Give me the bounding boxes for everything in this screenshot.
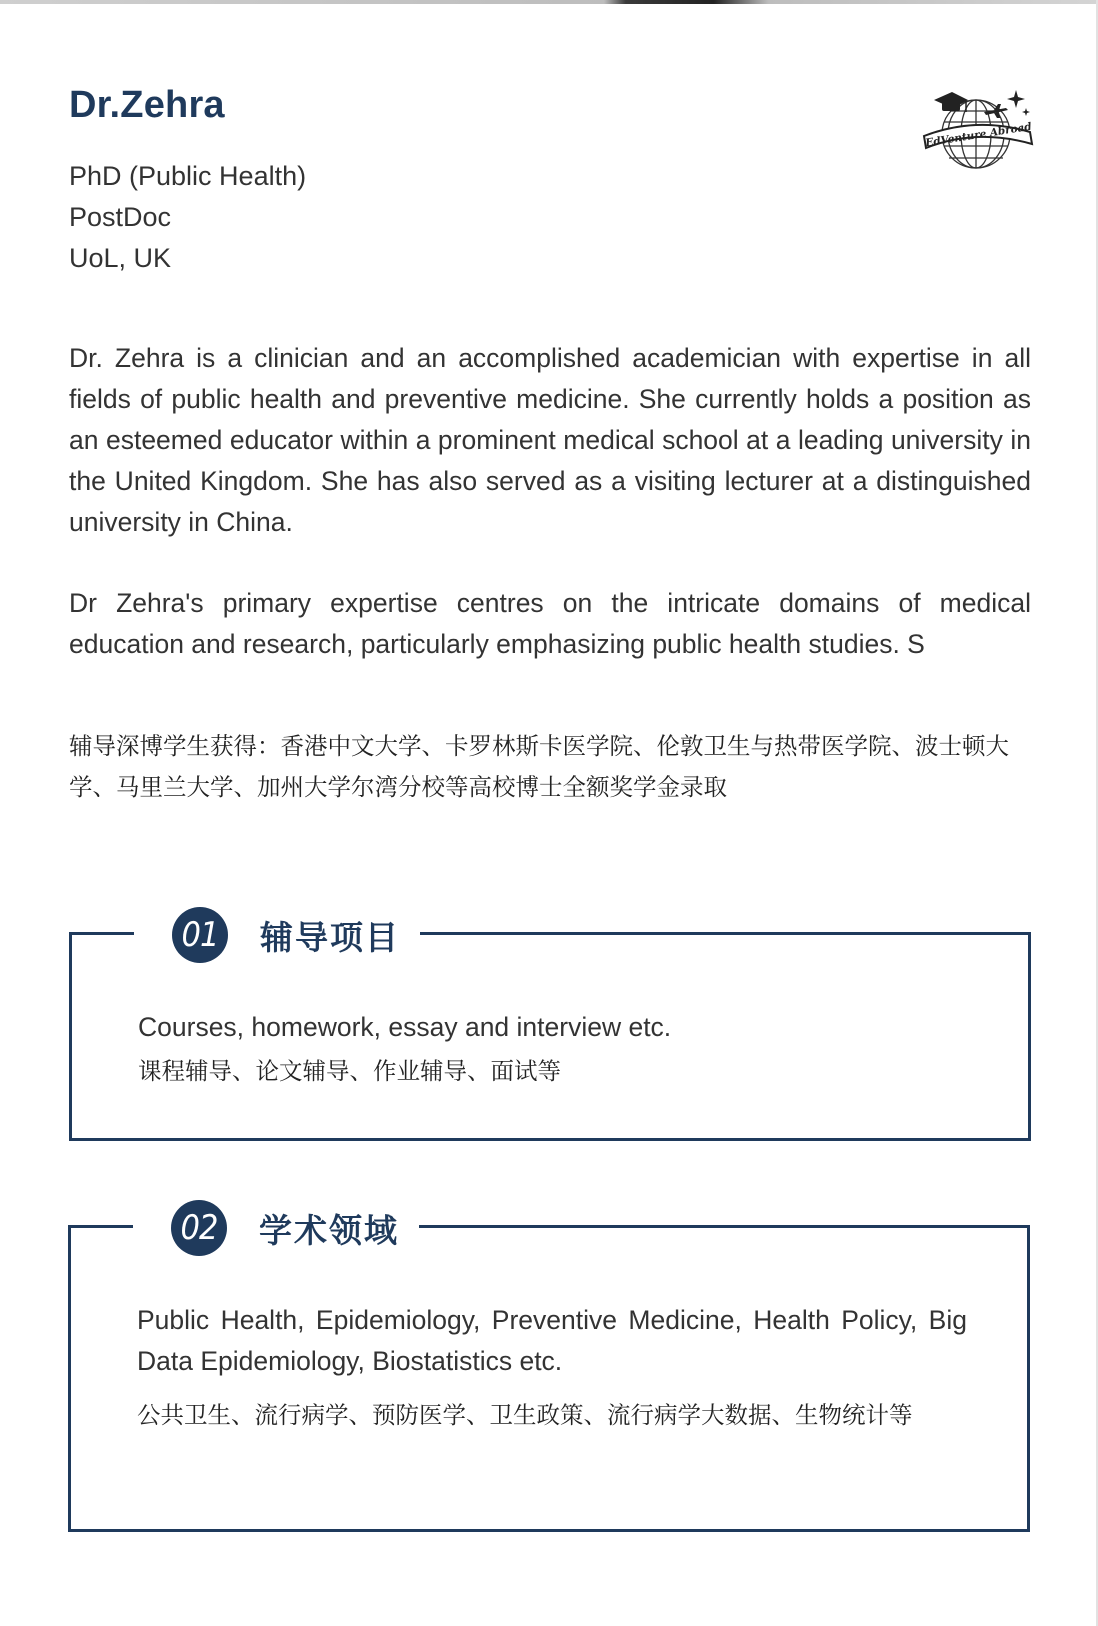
section-heading bbox=[133, 1198, 419, 1258]
section-chinese-text: 课程辅导、论文辅导、作业辅导、面试等 bbox=[138, 1058, 561, 1084]
profile-name: Dr.Zehra bbox=[69, 84, 225, 126]
section-title: 学术领域 bbox=[259, 1211, 399, 1249]
bio-paragraph-1: Dr. Zehra is a clinician and an accomplished academician with expertise in all fields of public health and preventive medicine. She currently holds a position as an esteemed educator within a prominent medical school at a leading university in the United Kingdom. She has also served as a visiting lecturer at a distinguished university in China. bbox=[69, 343, 1031, 537]
page-top-edge bbox=[0, 0, 1098, 4]
credential-institution: UoL, UK bbox=[69, 243, 172, 273]
section-chinese-text: 公共卫生、流行病学、预防医学、卫生政策、流行病学大数据、生物统计等 bbox=[137, 1402, 913, 1428]
section-academic-fields bbox=[68, 1208, 1030, 1532]
section-english-text: Courses, homework, essay and interview etc. bbox=[138, 1012, 672, 1042]
logo-text: EdVenture Abroad bbox=[924, 120, 1033, 150]
achievement-chinese: 辅导深博学生获得：香港中文大学、卡罗林斯卡医学院、伦敦卫生与热带医学院、波士顿大学、马里兰大学、加州大学尔湾分校等高校博士全额奖学金录取 bbox=[69, 733, 1009, 800]
bio-paragraph-2: Dr Zehra's primary expertise centres on the intricate domains of medical education and research, particularly emphasizing public health studies. S bbox=[69, 588, 1031, 659]
credentials-block bbox=[69, 156, 306, 279]
edventure-abroad-logo bbox=[922, 86, 1034, 176]
globe-graduation-cap-icon bbox=[922, 86, 1034, 176]
section-number-badge: 02 bbox=[171, 1200, 227, 1256]
credential-postdoc: PostDoc bbox=[69, 202, 172, 232]
section-english-text: Public Health, Epidemiology, Preventive Medicine, Health Policy, Big Data Epidemiology, Biostatistics etc. bbox=[137, 1305, 967, 1376]
section-heading bbox=[134, 905, 420, 965]
section-number-badge: 01 bbox=[172, 907, 228, 963]
section-title: 辅导项目 bbox=[260, 918, 400, 956]
section-tutoring-services bbox=[69, 915, 1031, 1141]
credential-degree: PhD (Public Health) bbox=[69, 161, 307, 191]
